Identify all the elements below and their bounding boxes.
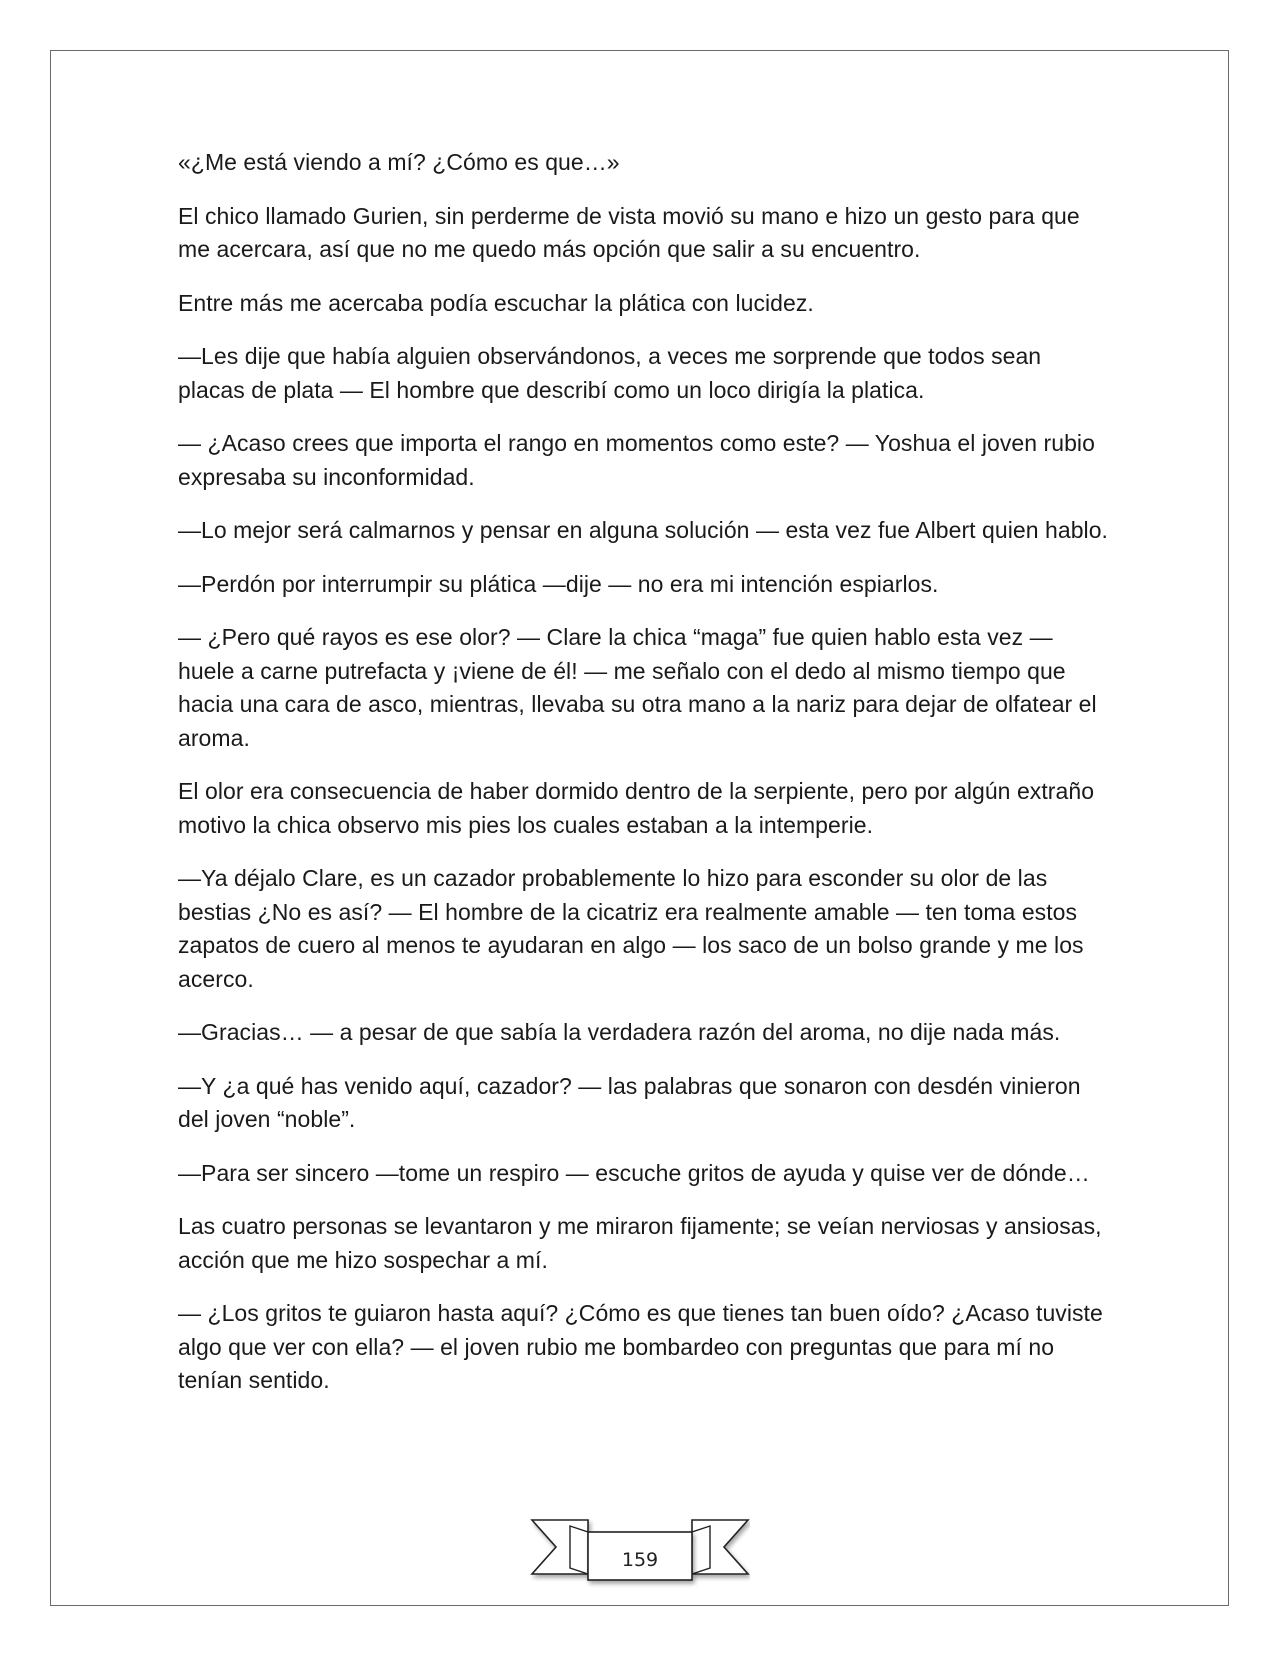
paragraph-9: El olor era consecuencia de haber dormido dentro de la serpiente, pero por algún extraño motivo la chica observo mis pies los cuales estaban a la intemperie. <box>178 778 1095 838</box>
paragraph-2: El chico llamado Gurien, sin perderme de vista movió su mano e hizo un gesto para que me acercara, así que no me quedo más opción que salir a su encuentro. <box>178 202 1080 262</box>
body-text <box>178 146 1108 1418</box>
paragraph-13: —Para ser sincero —tome un respiro — escuche gritos de ayuda y quise ver de dónde… <box>178 1159 1090 1186</box>
paragraph-1: «¿Me está viendo a mí? ¿Cómo es que…» <box>178 149 620 175</box>
paragraph-10: —Ya déjalo Clare, es un cazador probablemente lo hizo para esconder su olor de las bestias ¿No es así? — El hombre de la cicatriz era realmente amable — ten toma estos zapatos de cuero al menos te ayudaran en algo — los saco de un bolso grande y me los acerco. <box>178 865 1084 992</box>
paragraph-15: — ¿Los gritos te guiaron hasta aquí? ¿Cómo es que tienes tan buen oído? ¿Acaso tuviste algo que ver con ella? — el joven rubio me bombardeo con preguntas que para mí no tenían sentido. <box>178 1300 1103 1393</box>
paragraph-3: Entre más me acercaba podía escuchar la plática con lucidez. <box>178 289 814 316</box>
page-number: 159 <box>621 1549 659 1571</box>
paragraph-6: —Lo mejor será calmarnos y pensar en alguna solución — esta vez fue Albert quien hablo. <box>178 517 1108 543</box>
paragraph-11: —Gracias… — a pesar de que sabía la verdadera razón del aroma, no dije nada más. <box>178 1019 1061 1045</box>
paragraph-8: — ¿Pero qué rayos es ese olor? — Clare la chica “maga” fue quien hablo esta vez —huele a carne putrefacta y ¡viene de él! — me señalo con el dedo al mismo tiempo que hacia una cara de asco, mientras, llevaba su otra mano a la nariz para dejar de olfatear el aroma. <box>178 624 1097 751</box>
paragraph-12: —Y ¿a qué has venido aquí, cazador? — las palabras que sonaron con desdén vinieron del joven “noble”. <box>178 1072 1081 1132</box>
paragraph-5: — ¿Acaso crees que importa el rango en momentos como este? — Yoshua el joven rubio expresaba su inconformidad. <box>178 430 1095 490</box>
paragraph-7: —Perdón por interrumpir su plática —dije — no era mi intención espiarlos. <box>178 570 939 597</box>
paragraph-14: Las cuatro personas se levantaron y me miraron fijamente; se veían nerviosas y ansiosas, acción que me hizo sospechar a mí. <box>178 1213 1102 1273</box>
paragraph-4: —Les dije que había alguien observándonos, a veces me sorprende que todos sean placas de plata — El hombre que describí como un loco dirigía la platica. <box>178 343 1042 403</box>
